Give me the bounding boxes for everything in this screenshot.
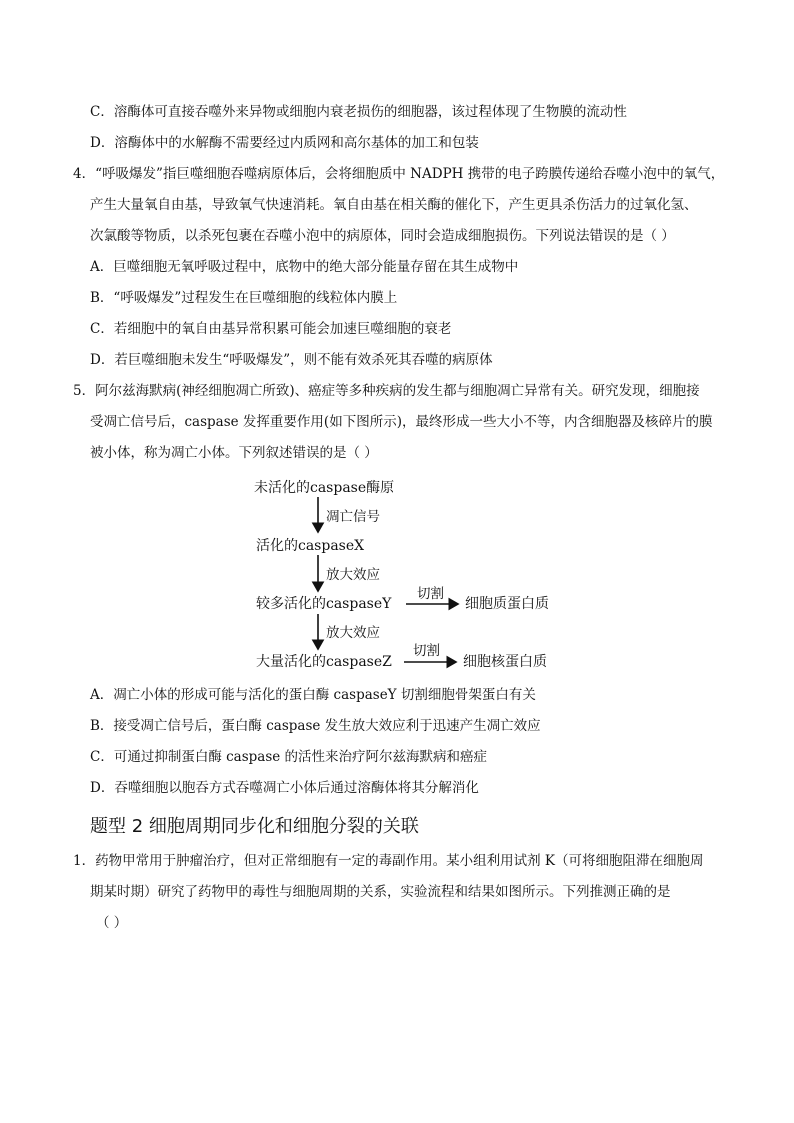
target-cytoplasmic-protein: 细胞质蛋白质 (465, 596, 549, 612)
flow-arrows (240, 475, 580, 675)
q5-stem-line2: 受凋亡信号后，caspase 发挥重要作用(如下图所示)，最终形成一些大小不等，内含细胞器及核碎片的膜 (90, 414, 713, 430)
arrow-label-amplification-2: 放大效应 (326, 625, 380, 641)
q4-option-d: D．若巨噬细胞未发生“呼吸爆发”，则不能有效杀死其吞噬的病原体 (90, 352, 493, 368)
q5-option-d: D．吞噬细胞以胞吞方式吞噬凋亡小体后通过溶酶体将其分解消化 (90, 780, 479, 796)
q5-option-a: A．凋亡小体的形成可能与活化的蛋白酶 caspaseY 切割细胞骨架蛋白有关 (90, 687, 536, 703)
q4-stem-line3: 次氯酸等物质，以杀死包裹在吞噬小泡中的病原体，同时会造成细胞损伤。下列说法错误的是（ ） (90, 228, 675, 244)
q5-option-c: C．可通过抑制蛋白酶 caspase 的活性来治疗阿尔兹海默病和癌症 (90, 749, 488, 765)
q3-option-d: D．溶酶体中的水解酶不需要经过内质网和高尔基体的加工和包装 (90, 135, 479, 151)
node-procaspase: 未活化的caspase酶原 (254, 480, 395, 496)
q4-option-c: C．若细胞中的氧自由基异常积累可能会加速巨噬细胞的衰老 (90, 321, 452, 337)
target-nuclear-protein: 细胞核蛋白质 (463, 654, 547, 670)
arrow-label-cleave-1: 切割 (417, 586, 444, 602)
node-caspase-x: 活化的caspaseX (256, 538, 365, 554)
q4-stem-line2: 产生大量氧自由基，导致氧气快速消耗。氧自由基在相关酶的催化下，产生更具杀伤活力的过氧化氢、 (90, 197, 698, 213)
q3-option-c: C．溶酶体可直接吞噬外来异物或细胞内衰老损伤的细胞器，该过程体现了生物膜的流动性 (90, 104, 627, 120)
q1-stem-line3: （ ） (96, 915, 128, 931)
q4-stem-line1: 4．“呼吸爆发”指巨噬细胞吞噬病原体后，会将细胞质中 NADPH 携带的电子跨膜传递给吞噬小泡中的氧气， (73, 166, 725, 182)
node-caspase-z: 大量活化的caspaseZ (256, 654, 392, 670)
q5-stem-line1: 5．阿尔兹海默病(神经细胞凋亡所致)、癌症等多种疾病的发生都与细胞凋亡异常有关。研究发现，细胞接 (73, 383, 700, 399)
q5-stem-line3: 被小体，称为凋亡小体。下列叙述错误的是（ ） (90, 445, 378, 461)
q1-stem-line1: 1．药物甲常用于肿瘤治疗，但对正常细胞有一定的毒副作用。某小组利用试剂 K（可将细胞阻滞在细胞周 (73, 853, 704, 869)
arrow-label-cleave-2: 切割 (413, 643, 440, 659)
node-caspase-y: 较多活化的caspaseY (256, 596, 392, 612)
q4-option-a: A．巨噬细胞无氧呼吸过程中，底物中的绝大部分能量存留在其生成物中 (90, 259, 519, 275)
q5-option-b: B．接受凋亡信号后，蛋白酶 caspase 发生放大效应利于迅速产生凋亡效应 (90, 718, 541, 734)
q1-stem-line2: 期某时期）研究了药物甲的毒性与细胞周期的关系，实验流程和结果如图所示。下列推测正确的是 (90, 884, 671, 900)
arrow-label-apoptosis-signal: 凋亡信号 (326, 509, 380, 525)
q4-option-b: B．“呼吸爆发”过程发生在巨噬细胞的线粒体内膜上 (90, 290, 398, 306)
section-heading: 题型 2 细胞周期同步化和细胞分裂的关联 (90, 816, 419, 837)
caspase-flow-diagram (240, 475, 580, 675)
arrow-label-amplification-1: 放大效应 (326, 567, 380, 583)
